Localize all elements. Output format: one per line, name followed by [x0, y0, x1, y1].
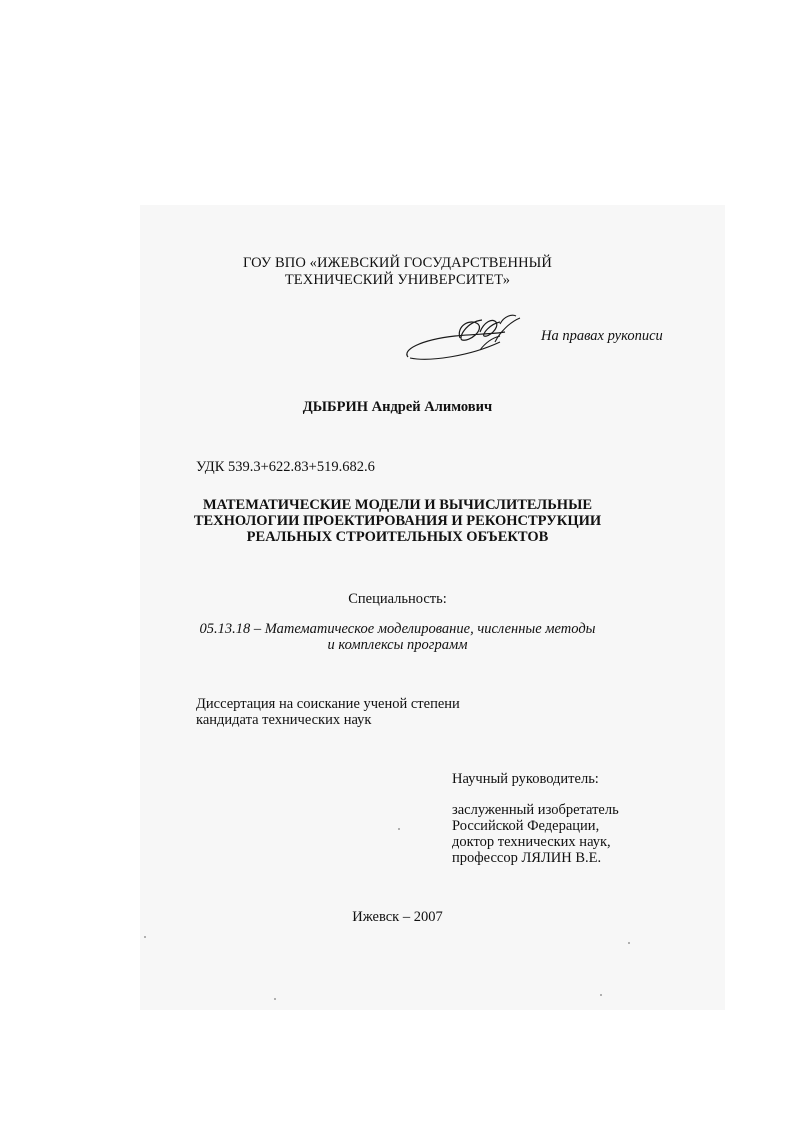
- place-and-year: Ижевск – 2007: [352, 909, 443, 925]
- degree-line-1: Диссертация на соискание ученой степени: [196, 696, 460, 712]
- scan-speck: [628, 942, 630, 944]
- institution-line-1: ГОУ ВПО «ИЖЕВСКИЙ ГОСУДАРСТВЕННЫЙ: [243, 255, 552, 271]
- specialty-label: Специальность:: [348, 591, 447, 607]
- specialty-line-2: и комплексы программ: [327, 637, 468, 653]
- scan-speck: [600, 994, 602, 996]
- advisor-line-4: профессор ЛЯЛИН В.Е.: [452, 850, 602, 866]
- scan-speck: [398, 828, 400, 830]
- title-line-2: ТЕХНОЛОГИИ ПРОЕКТИРОВАНИЯ И РЕКОНСТРУКЦИИ: [193, 513, 602, 529]
- institution-line-2: ТЕХНИЧЕСКИЙ УНИВЕРСИТЕТ»: [284, 272, 511, 288]
- advisor-line-2: Российской Федерации,: [452, 818, 600, 834]
- degree-line-2: кандидата технических наук: [196, 712, 372, 728]
- udc-code: УДК 539.3+622.83+519.682.6: [196, 459, 375, 475]
- handwritten-signature: [400, 312, 535, 367]
- author-name: ДЫБРИН Андрей Алимович: [302, 399, 493, 415]
- title-line-1: МАТЕМАТИЧЕСКИЕ МОДЕЛИ И ВЫЧИСЛИТЕЛЬНЫЕ: [203, 497, 592, 513]
- advisor-label: Научный руководитель:: [452, 771, 599, 787]
- scan-speck: [274, 998, 276, 1000]
- title-line-3: РЕАЛЬНЫХ СТРОИТЕЛЬНЫХ ОБЪЕКТОВ: [246, 529, 549, 545]
- manuscript-rights-note: На правах рукописи: [541, 328, 663, 344]
- scan-speck: [144, 936, 146, 938]
- specialty-line-1: 05.13.18 – Математическое моделирование, численные методы: [199, 621, 596, 637]
- advisor-line-1: заслуженный изобретатель: [452, 802, 619, 818]
- advisor-line-3: доктор технических наук,: [452, 834, 611, 850]
